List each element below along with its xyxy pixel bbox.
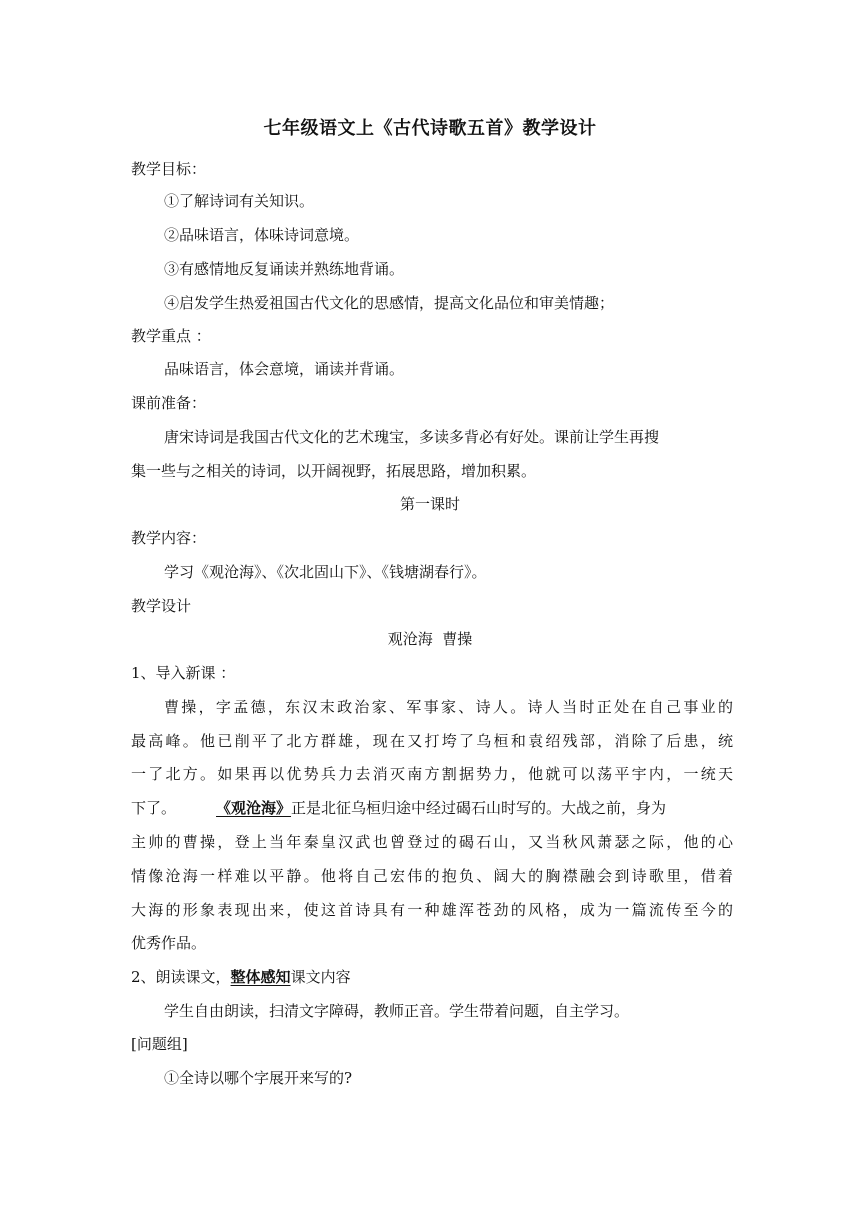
prep-line-1: 唐宋诗词是我国古代文化的艺术瑰宝，多读多背必有好处。课前让学生再搜 [164,428,660,446]
lesson-title: 第一课时 [399,495,460,513]
section2-body: 学生自由朗读，扫清文字障碍，教师正音。学生带着问题，自主学习。 [164,1002,630,1020]
objective-item-1: ①了解诗词有关知识。 [164,192,315,210]
content-heading: 教学内容： [131,529,207,547]
overall-perception-link[interactable]: 整体感知 [230,968,291,986]
poem-title: 观沧海 曹操 [387,630,473,648]
intro-line-7: 大海的形象表现出来，使这首诗具有一种雄浑苍劲的风格，成为一篇流传至今的 [131,901,733,919]
objectives-heading: 教学目标： [131,160,207,178]
intro-line-2: 最高峰。他已削平了北方群雄，现在又打垮了乌桓和袁绍残部，消除了后患，统 [131,732,733,750]
section1-heading: 1、导入新课 ： [131,664,236,682]
intro-line-1: 曹操，字孟德，东汉末政治家、军事家、诗人。诗人当时正处在自己事业的 [164,698,733,716]
intro-line-5: 主帅的曹操，登上当年秦皇汉武也曾登过的碣石山，又当秋风萧瑟之际，他的心 [131,833,733,851]
intro-line-8: 优秀作品。 [131,934,207,952]
question-1: ①全诗以哪个字展开来写的? [164,1069,353,1087]
prep-line-2: 集一些与之相关的诗词，以开阔视野，拓展思路，增加积累。 [131,462,537,480]
prep-heading: 课前准备： [131,394,207,412]
key-points-heading: 教学重点 ： [131,327,211,345]
intro-line-3: 一了北方。如果再以优势兵力去消灭南方割据势力，他就可以荡平宇内，一统天 [131,765,733,783]
section2-heading [131,967,351,987]
question-group-heading: [问题组] [131,1035,188,1053]
intro-line-4 [131,798,666,818]
objective-item-3: ③有感情地反复诵读并熟练地背诵。 [164,260,405,278]
intro-line-4-end: 正是北征乌桓归途中经过碣石山时写的。大战之前，身为 [291,799,667,817]
content-text: 学习《观沧海》、《次北固山下》、《钱塘湖春行》。 [164,563,487,581]
intro-line-6: 情像沧海一样难以平静。他将自己宏伟的抱负、阔大的胸襟融会到诗歌里，借着 [131,867,733,885]
objective-item-2: ②品味语言，体味诗词意境。 [164,226,360,244]
design-heading: 教学设计 [131,597,192,615]
key-points-text: 品味语言，体会意境，诵读并背诵。 [164,360,405,378]
intro-line-4-start: 下了。 [131,799,177,817]
document-title: 七年级语文上《古代诗歌五首》教学设计 [263,118,597,139]
objective-item-4: ④启发学生热爱祖国古代文化的思感情，提高文化品位和审美情趣； [164,294,615,312]
section2-start: 2、朗读课文， [131,968,231,986]
section2-end: 课文内容 [290,968,351,986]
poem-link[interactable]: 《观沧海》 [216,799,292,817]
